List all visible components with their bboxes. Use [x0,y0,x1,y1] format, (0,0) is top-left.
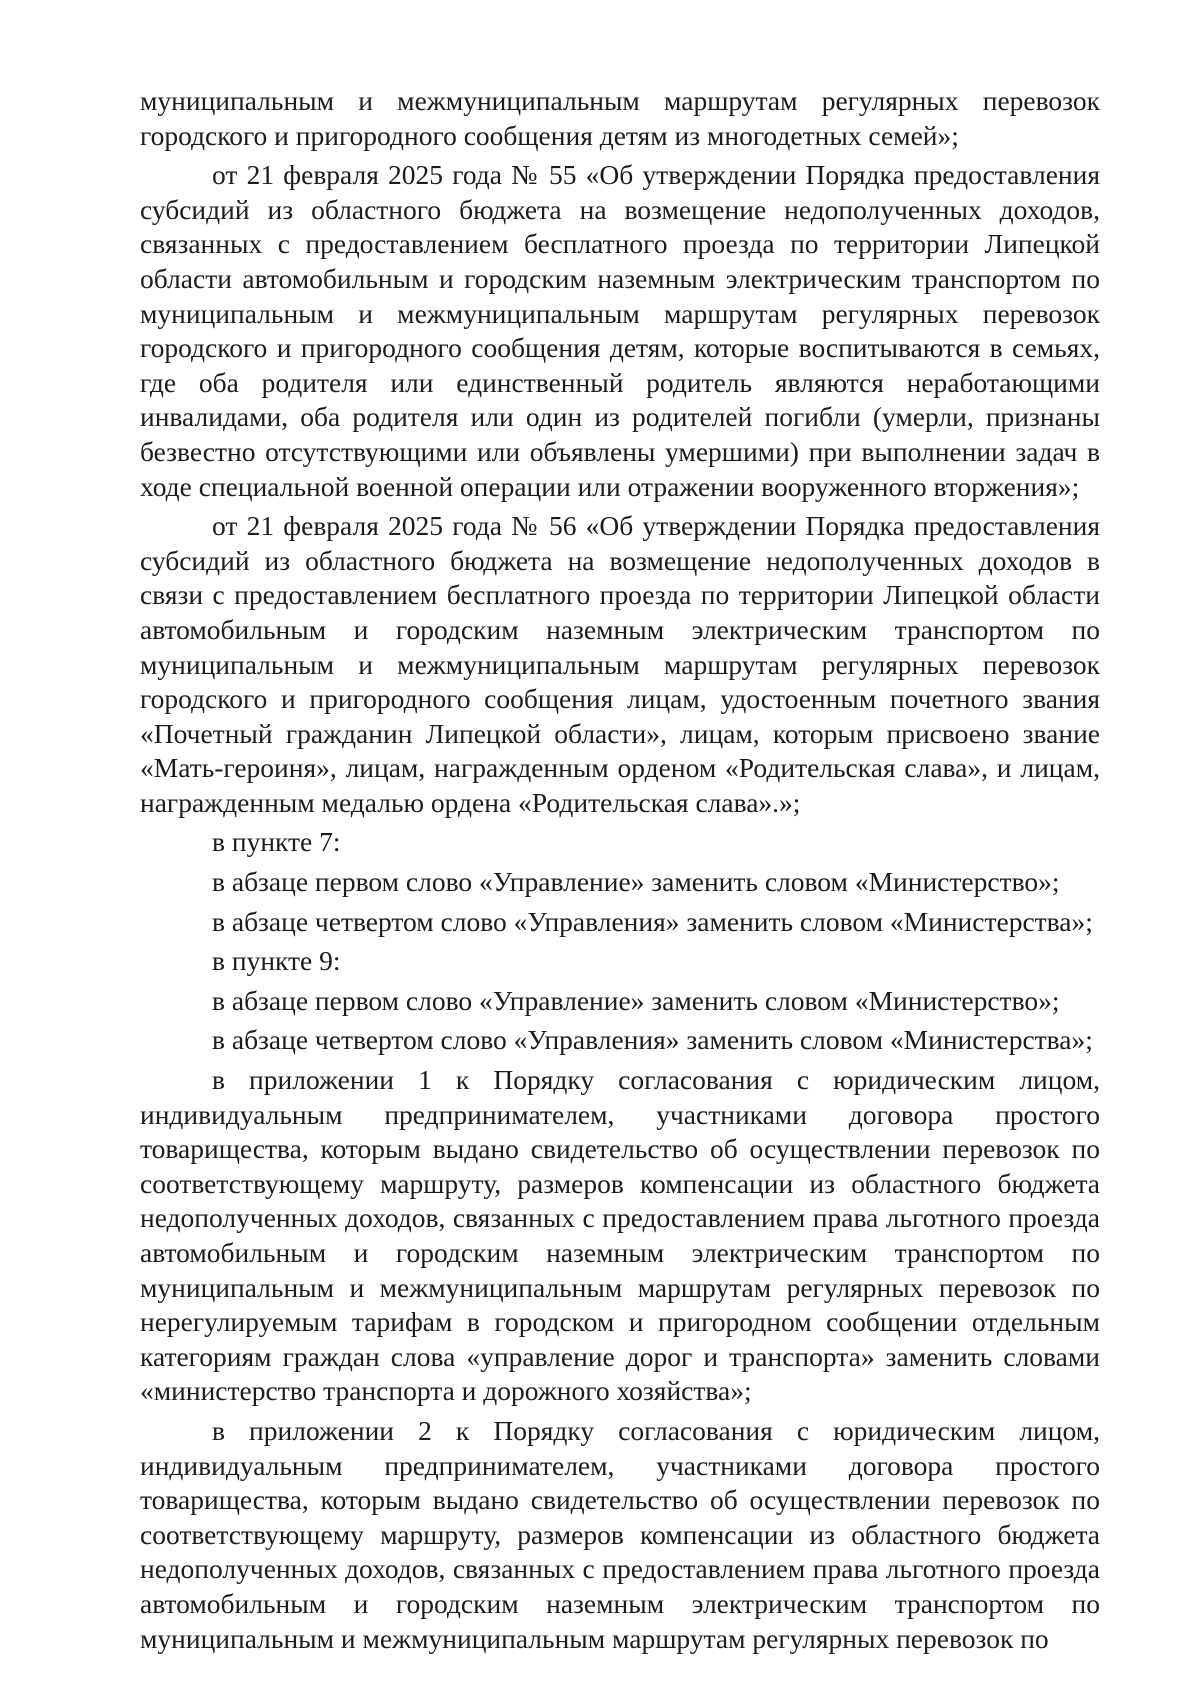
paragraph-3: от 21 февраля 2025 года № 56 «Об утверждении Порядка предоставления субсидий из областного бюджета на возмещение недополученных доходов в связи с предоставлением бесплатного проезда по территории Липецкой области автомобильным и городским наземным электрическим транспортом по муниципальным и межмуниципальным маршрутам регулярных перевозок городского и пригородного сообщения лицам, удостоенным почетного звания «Почетный гражданин Липецкой области», лицам, которым присвоено звание «Мать-героиня», лицам, награжденным орденом «Родительская слава», и лицам, награжденным медалью ордена «Родительская слава».»; [140,510,1100,818]
paragraph-4: в пункте 7: [212,826,341,858]
paragraph-6: в абзаце четвертом слово «Управления» заменить словом «Министерства»; [212,905,1093,937]
paragraph-10: в приложении 1 к Порядку согласования с юридическим лицом, индивидуальным предпринимателем, участниками договора простого товарищества, которым выдано свидетельство об осуществлении перевозок по соответствующему маршруту, размеров компенсации из областного бюджета недополученных доходов, связанных с предоставлением права льготного проезда автомобильным и городским наземным электрическим транспортом по муниципальным и межмуниципальным маршрутам регулярных перевозок по нерегулируемым тарифам в городском и пригородном сообщении отдельным категориям граждан слова «управление дорог и транспорта» заменить словами «министерство транспорта и дорожного хозяйства»; [140,1064,1100,1407]
paragraph-7: в пункте 9: [212,945,341,977]
paragraph-5: в абзаце первом слово «Управление» заменить словом «Министерство»; [212,866,1060,898]
paragraph-1: муниципальным и межмуниципальным маршрутам регулярных перевозок городского и пригородного сообщения детям из многодетных семей»; [140,85,1100,151]
paragraph-8: в абзаце первом слово «Управление» заменить словом «Министерство»; [212,984,1060,1016]
document-page [140,84,1100,1661]
paragraph-11: в приложении 2 к Порядку согласования с юридическим лицом, индивидуальным предпринимателем, участниками договора простого товарищества, которым выдано свидетельство об осуществлении перевозок по соответствующему маршруту, размеров компенсации из областного бюджета недополученных доходов, связанных с предоставлением права льготного проезда автомобильным и городским наземным электрическим транспортом по муниципальным и межмуниципальным маршрутам регулярных перевозок по [140,1414,1100,1654]
paragraph-2: от 21 февраля 2025 года № 55 «Об утверждении Порядка предоставления субсидий из областного бюджета на возмещение недополученных доходов, связанных с предоставлением бесплатного проезда по территории Липецкой области автомобильным и городским наземным электрическим транспортом по муниципальным и межмуниципальным маршрутам регулярных перевозок городского и пригородного сообщения детям, которые воспитываются в семьях, где оба родителя или единственный родитель являются неработающими инвалидами, оба родителя или один из родителей погибли (умерли, признаны безвестно отсутствующими или объявлены умершими) при выполнении задач в ходе специальной военной операции или отражении вооруженного вторжения»; [140,159,1100,502]
paragraph-9: в абзаце четвертом слово «Управления» заменить словом «Министерства»; [212,1024,1093,1056]
